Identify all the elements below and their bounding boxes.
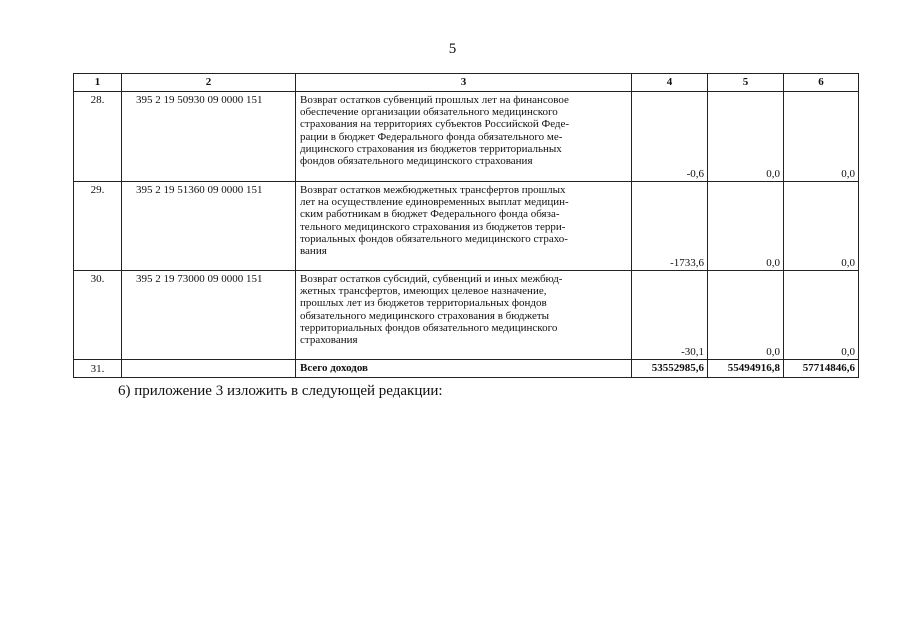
value-col5: 0,0 <box>708 92 784 182</box>
column-header: 3 <box>296 74 632 92</box>
table-row <box>74 271 859 360</box>
row-number: 29. <box>74 182 122 271</box>
description-line: прошлых лет из бюджетов территориальных фондов <box>300 297 547 310</box>
value-col6: 0,0 <box>784 271 859 360</box>
description-line: жетных трансфертов, имеющих целевое назначение, <box>300 285 547 298</box>
description-line: тельного медицинского страхования из бюджетов терри- <box>300 220 566 233</box>
page-number: 5 <box>448 41 457 57</box>
column-header: 1 <box>74 74 122 92</box>
table-row <box>74 92 859 182</box>
value-col4: -1733,6 <box>632 182 708 271</box>
description-line: ториальных фондов обязательного медицинского страхо- <box>300 232 568 245</box>
table-row <box>74 182 859 271</box>
value-col4: -0,6 <box>632 92 708 182</box>
total-row <box>74 360 859 378</box>
description-line: обеспечение организации обязательного медицинского <box>300 106 558 119</box>
empty-cell <box>122 360 296 378</box>
description-line: лет на осуществление единовременных выплат медицин- <box>300 196 569 209</box>
row-description <box>296 182 632 271</box>
row-number: 30. <box>74 271 122 360</box>
total-col6: 57714846,6 <box>784 360 859 378</box>
value-col4: -30,1 <box>632 271 708 360</box>
description-line: фондов обязательного медицинского страхования <box>300 155 533 168</box>
description-line: вания <box>300 245 327 258</box>
row-description <box>296 92 632 182</box>
value-col5: 0,0 <box>708 182 784 271</box>
value-col5: 0,0 <box>708 271 784 360</box>
column-header: 2 <box>122 74 296 92</box>
column-header: 6 <box>784 74 859 92</box>
table-header-row <box>74 74 859 92</box>
column-header: 5 <box>708 74 784 92</box>
total-col5: 55494916,8 <box>708 360 784 378</box>
amendment-paragraph: 6) приложение 3 изложить в следующей редакции: <box>118 383 443 399</box>
value-col6: 0,0 <box>784 92 859 182</box>
description-line: Возврат остатков межбюджетных трансфертов прошлых <box>300 184 566 196</box>
description-line: Возврат остатков субвенций прошлых лет на финансовое <box>300 94 569 106</box>
value-col6: 0,0 <box>784 182 859 271</box>
budget-code: 395 2 19 73000 09 0000 151 <box>122 271 296 360</box>
row-number: 31. <box>74 360 122 378</box>
description-line: рации в бюджет Федерального фонда обязательного ме- <box>300 130 563 143</box>
description-line: ским работникам в бюджет Федерального фонда обяза- <box>300 208 560 221</box>
revenue-table <box>73 73 859 378</box>
row-description <box>296 271 632 360</box>
description-line: Возврат остатков субсидий, субвенций и иных межбюд- <box>300 273 563 285</box>
description-line: страхования <box>300 334 358 347</box>
total-label: Всего доходов <box>296 360 632 378</box>
description-line: территориальных фондов обязательного медицинского <box>300 321 558 334</box>
description-line: дицинского страхования из бюджетов территориальных <box>300 142 562 155</box>
budget-code: 395 2 19 51360 09 0000 151 <box>122 182 296 271</box>
column-header: 4 <box>632 74 708 92</box>
description-line: обязательного медицинского страхования в бюджеты <box>300 309 550 322</box>
row-number: 28. <box>74 92 122 182</box>
total-col4: 53552985,6 <box>632 360 708 378</box>
budget-code: 395 2 19 50930 09 0000 151 <box>122 92 296 182</box>
description-line: страхования на территориях субъектов Российской Феде- <box>300 118 570 131</box>
